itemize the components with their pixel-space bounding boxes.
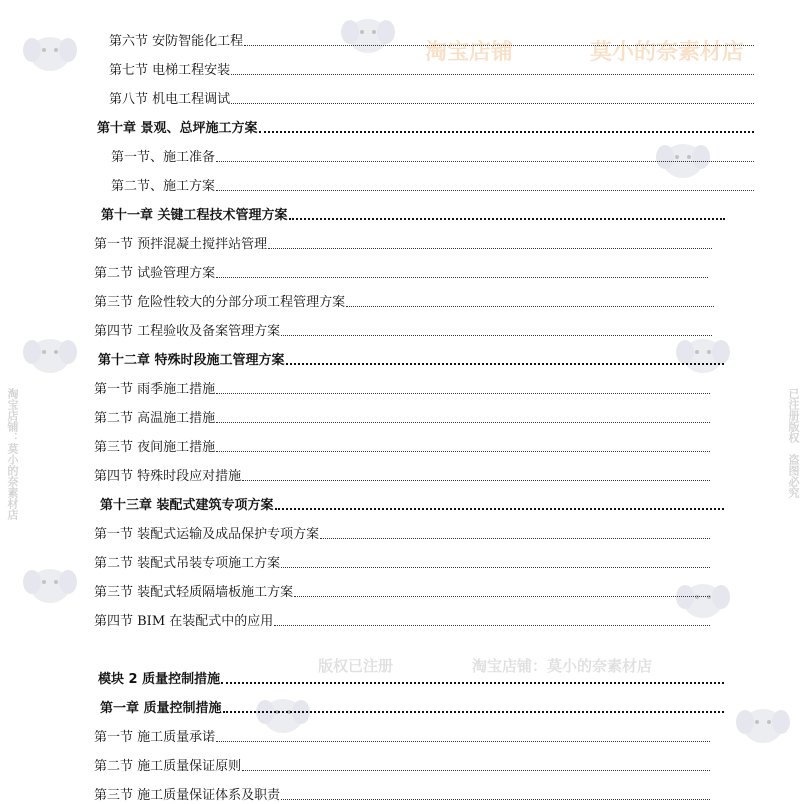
leader-dots: [216, 422, 710, 423]
leader-dots: [216, 451, 710, 452]
leader-dots: [231, 74, 754, 75]
toc-entry: 第四节 特殊时段应对措施: [94, 465, 710, 485]
leader-dots: [244, 45, 754, 46]
elephant-watermark-icon: [22, 28, 78, 78]
leader-dots: [231, 103, 754, 104]
leader-dots: [286, 363, 724, 365]
watermark-shop-top-name: 莫小的奈素材店: [590, 40, 745, 65]
leader-dots: [216, 741, 710, 742]
toc-entry: 第一节、施工准备: [111, 146, 754, 166]
leader-dots: [216, 190, 754, 191]
toc-entry: 第四节 工程验收及备案管理方案: [94, 320, 712, 340]
toc-entry: 第二节、施工方案: [111, 175, 754, 195]
elephant-watermark-icon: [22, 330, 78, 380]
watermark-shop-top: 淘宝店铺: [425, 40, 514, 65]
toc-entry: 第一节 施工质量承诺: [94, 726, 710, 746]
leader-dots: [259, 131, 754, 133]
leader-dots: [294, 596, 710, 597]
leader-dots: [281, 567, 710, 568]
toc-entry: 第一节 雨季施工措施: [94, 378, 710, 398]
leader-dots: [242, 480, 710, 481]
toc-entry: 第二节 施工质量保证原则: [94, 755, 710, 775]
leader-dots: [275, 508, 724, 510]
toc-entry: 第三节 夜间施工措施: [94, 436, 710, 456]
toc-entry: 第二节 装配式吊装专项施工方案: [94, 552, 710, 572]
toc-chapter: 第十二章 特殊时段施工管理方案: [98, 349, 724, 369]
toc-entry: 第二节 试验管理方案: [94, 262, 708, 282]
leader-dots: [274, 625, 710, 626]
toc-chapter: 第一章 质量控制措施: [100, 697, 724, 717]
leader-dots: [242, 770, 710, 771]
leader-dots: [346, 306, 714, 307]
toc-entry: 第四节 BIM 在装配式中的应用: [94, 610, 710, 630]
toc-chapter: 第十一章 关键工程技术管理方案: [101, 204, 725, 224]
toc-entry: 第二节 高温施工措施: [94, 407, 710, 427]
toc-entry: 第六节 安防智能化工程: [109, 30, 754, 50]
watermark-right-vertical: 已注册版权 盗图必究: [787, 388, 800, 498]
toc-entry: 第三节 危险性较大的分部分项工程管理方案: [94, 291, 714, 311]
watermark-registered: 版权已注册: [318, 657, 394, 675]
elephant-watermark-icon: [22, 560, 78, 610]
toc-entry: 第一节 预拌混凝土搅拌站管理: [94, 233, 712, 253]
leader-dots: [216, 393, 710, 394]
toc-entry: 第三节 装配式轻质隔墙板施工方案: [94, 581, 710, 601]
leader-dots: [221, 682, 724, 684]
leader-dots: [320, 538, 710, 539]
leader-dots: [268, 248, 712, 249]
toc-entry: 第七节 电梯工程安装: [109, 59, 754, 79]
watermark-left-vertical: 淘宝店铺：莫小的奈素材店: [6, 388, 19, 520]
watermark-shop-bottom: 淘宝店铺：莫小的奈素材店: [472, 657, 653, 675]
leader-dots: [223, 711, 724, 713]
toc-chapter: 第十章 景观、总坪施工方案: [97, 117, 754, 137]
leader-dots: [216, 161, 754, 162]
toc-entry: 第三节 施工质量保证体系及职责: [94, 784, 710, 804]
elephant-watermark-icon: [735, 700, 791, 750]
leader-dots: [281, 335, 712, 336]
toc-module: 模块 2 质量控制措施: [98, 668, 724, 688]
toc-chapter: 第十三章 装配式建筑专项方案: [100, 494, 724, 514]
toc-entry: 第八节 机电工程调试: [109, 88, 754, 108]
toc-entry: 第一节 装配式运输及成品保护专项方案: [94, 523, 710, 543]
leader-dots: [289, 218, 725, 220]
leader-dots: [216, 277, 708, 278]
